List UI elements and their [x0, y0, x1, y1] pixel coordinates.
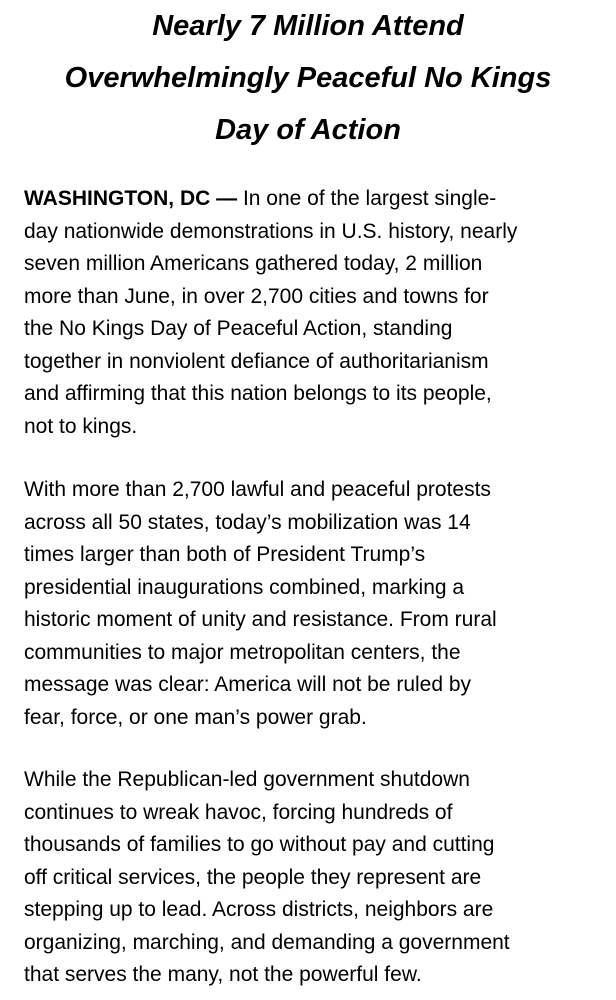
headline-line: Nearly 7 Million Attend — [152, 10, 464, 42]
paragraph-line: communities to major metropolitan centers, the — [24, 640, 461, 664]
paragraph-line: seven million Americans gathered today, 2 million — [24, 252, 483, 275]
paragraph-line: day nationwide demonstrations in U.S. history, nearly — [24, 219, 518, 243]
paragraph-text: In one of the largest single- — [237, 187, 497, 210]
paragraph-line: While the Republican-led government shutdown — [24, 768, 470, 791]
article-paragraph-2 — [24, 474, 604, 734]
paragraph-line: thousands of families to go without pay and cutting — [24, 833, 495, 856]
paragraph-line: times larger than both of President Trump’s — [24, 543, 426, 566]
paragraph-line: continues to wreak havoc, forcing hundreds of — [24, 800, 453, 824]
paragraph-line — [24, 183, 604, 216]
paragraph-line: presidential inaugurations combined, marking a — [24, 575, 465, 599]
paragraph-line: across all 50 states, today’s mobilization was 14 — [24, 510, 471, 534]
paragraph-line: more than June, in over 2,700 cities and towns for — [24, 284, 489, 308]
paragraph-line: not to kings. — [24, 414, 138, 438]
paragraph-line: together in nonviolent defiance of authoritarianism — [24, 349, 489, 373]
paragraph-line: With more than 2,700 lawful and peaceful protests — [24, 478, 491, 501]
paragraph-line: organizing, marching, and demanding a government — [24, 930, 510, 954]
paragraph-line: historic moment of unity and resistance. From rural — [24, 608, 497, 631]
paragraph-line: stepping up to lead. Across districts, neighbors are — [24, 898, 494, 921]
article-headline — [10, 0, 606, 156]
paragraph-line: message was clear: America will not be ruled by — [24, 673, 472, 696]
paragraph-line: and affirming that this nation belongs to its people, — [24, 382, 492, 405]
paragraph-line: that serves the many, not the powerful few. — [24, 963, 422, 986]
headline-line: Overwhelmingly Peaceful No Kings — [64, 62, 552, 94]
article-paragraph-3 — [24, 764, 604, 992]
article-paragraph-1 — [24, 183, 604, 443]
headline-line: Day of Action — [215, 114, 401, 146]
paragraph-line: the No Kings Day of Peaceful Action, standing — [24, 317, 453, 340]
paragraph-line: fear, force, or one man’s power grab. — [24, 705, 367, 729]
dateline: WASHINGTON, DC — — [24, 187, 238, 210]
paragraph-line: off critical services, the people they represent are — [24, 865, 482, 889]
